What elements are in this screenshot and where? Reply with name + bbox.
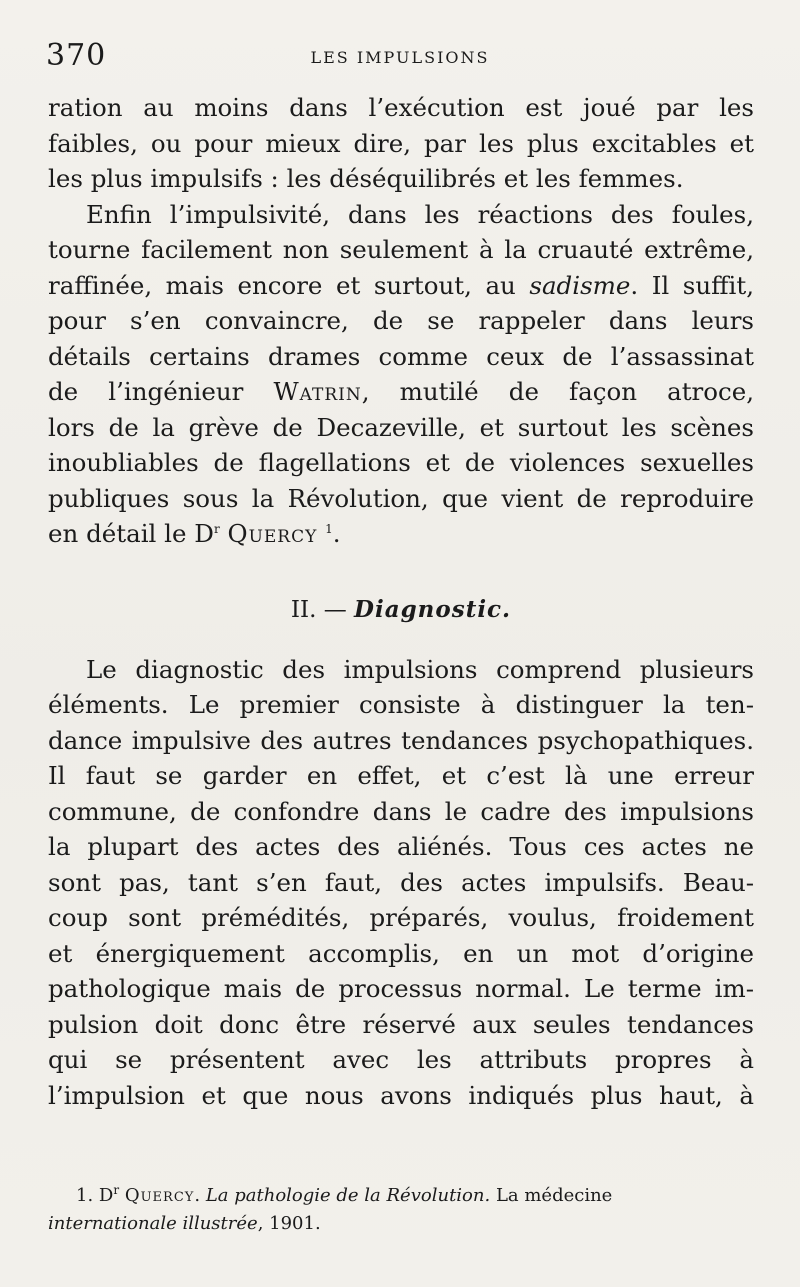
- text-line: tourne facilement non seulement à la cruauté extrême,: [48, 235, 754, 264]
- text-fragment: D: [98, 1185, 114, 1206]
- footnote-marker: 1.: [76, 1185, 94, 1206]
- text-line: qui se présentent avec les attributs propres à: [48, 1045, 754, 1074]
- text-line: détails certains drames comme ceux de l’assassinat: [48, 341, 754, 371]
- text-line: dance impulsive des autres tendances psychopathiques.: [48, 725, 754, 755]
- text-line: Enfin l’impulsivité, dans les réactions des foules,: [86, 199, 754, 229]
- text-line: sont pas, tant s’en faut, des actes impulsifs. Beau-: [48, 867, 754, 897]
- emphasis-sadisme: sadisme: [529, 270, 631, 300]
- text-fragment: La médecine: [495, 1185, 613, 1206]
- text-line: pour s’en convaincre, de se rappeler dans leurs: [48, 306, 754, 335]
- text-line: Le diagnostic des impulsions comprend plusieurs: [86, 654, 754, 684]
- text-fragment: , 1901.: [257, 1213, 321, 1234]
- text-fragment: raffinée, mais encore et surtout, au: [48, 270, 516, 300]
- text-line: et énergiquement accomplis, en un mot d’origine: [48, 938, 754, 968]
- footnote: [48, 1182, 754, 1238]
- running-title: LES IMPULSIONS: [310, 48, 490, 67]
- footnote-author: Quercy: [124, 1185, 195, 1206]
- text-line: commune, de confondre dans le cadre des impulsions: [48, 796, 754, 826]
- text-line: [48, 374, 754, 410]
- text-line: publiques sous la Révolution, que vient de reproduire: [48, 483, 754, 513]
- name-quercy: Quercy: [227, 519, 318, 548]
- main-text: [48, 90, 754, 1113]
- text-line: Il faut se garder en effet, et c’est là une erreur: [48, 761, 754, 790]
- text-line: ration au moins dans l’exécution est joué par les: [48, 93, 754, 122]
- text-fragment: en détail le D: [48, 519, 214, 548]
- text-line: les plus impulsifs : les déséquilibrés et les femmes.: [48, 164, 684, 193]
- text-fragment: de l’ingénieur: [48, 377, 244, 406]
- text-fragment: . Il suffit,: [630, 270, 754, 300]
- superscript: r: [113, 1183, 120, 1197]
- superscript: r: [213, 521, 220, 536]
- text-line: [48, 268, 754, 304]
- text-line: éléments. Le premier consiste à distinguer la ten-: [48, 690, 754, 719]
- text-line: pathologique mais de processus normal. Le terme im-: [48, 974, 754, 1003]
- text-fragment: .: [332, 519, 341, 548]
- footnote-journal: internationale illustrée: [48, 1213, 258, 1234]
- footnote-ref[interactable]: 1: [325, 521, 333, 536]
- text-line: inoubliables de flagellations et de violences sexuelles: [48, 448, 754, 477]
- section-title: Diagnostic.: [354, 595, 512, 623]
- text-line: [48, 516, 754, 552]
- footnote-line: 1. $D^r$ Quercy. La pathologie de la Révolution. La médecine: [76, 1183, 613, 1206]
- footnote-line: [48, 1210, 754, 1238]
- text-line: la plupart des actes des aliénés. Tous ces actes ne: [48, 832, 754, 861]
- name-watrin: Watrin: [273, 377, 362, 406]
- footnote-title: La pathologie de la Révolution.: [205, 1185, 491, 1206]
- text-line: lors de la grève de Decazeville, et surtout les scènes: [48, 412, 754, 442]
- section-heading: [48, 592, 754, 628]
- page-header: [46, 38, 754, 78]
- text-line: coup sont prémédités, préparés, voulus, froidement: [48, 903, 754, 932]
- text-line: pulsion doit donc être réservé aux seules tendances: [48, 1009, 754, 1039]
- text-fragment: , mutilé de façon atroce,: [361, 377, 755, 406]
- page-number: 370: [46, 38, 107, 73]
- text-line: l’impulsion et que nous avons indiqués plus haut, à: [48, 1080, 754, 1110]
- section-number: II. —: [290, 596, 347, 623]
- text-line: faibles, ou pour mieux dire, par les plus excitables et: [48, 128, 754, 158]
